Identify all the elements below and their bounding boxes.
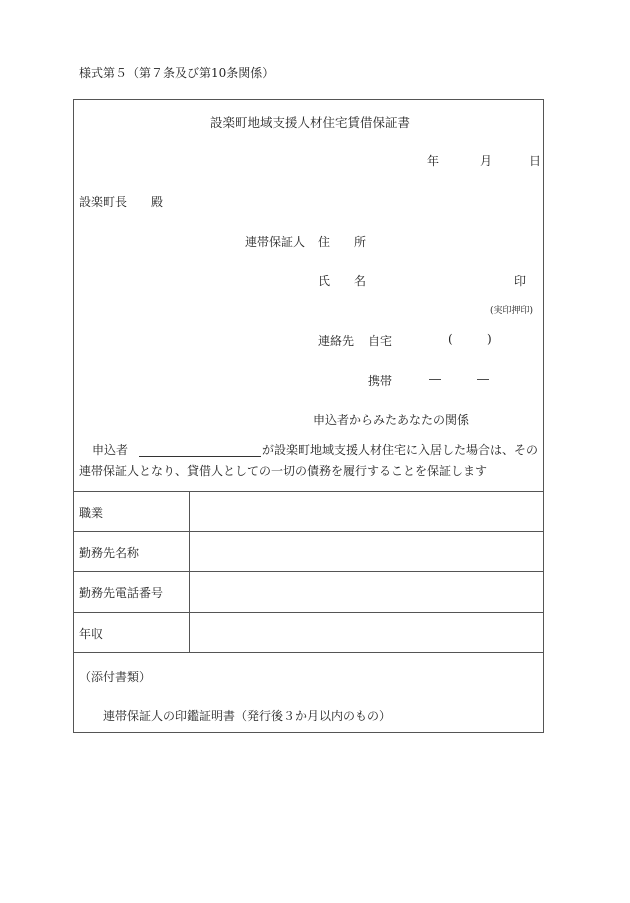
statement-line-2: 連帯保証人となり、貸借人としての一切の債務を履行することを保証します — [79, 464, 488, 478]
applicant-label: 申込者 — [92, 443, 129, 457]
contact-label: 連絡先 — [318, 334, 355, 348]
occupation-label: 職業 — [79, 506, 104, 520]
table-row-divider — [73, 612, 544, 613]
table-column-divider — [189, 491, 190, 652]
table-row-divider — [73, 531, 544, 532]
mobile-phone-dash-2: ― — [477, 372, 489, 386]
document-title: 設楽町地域支援人材住宅賃借保証書 — [210, 115, 411, 130]
table-row-divider — [73, 571, 544, 572]
attachments-heading: （添付書類） — [79, 670, 152, 684]
home-phone-paren-close: ) — [487, 332, 492, 346]
home-phone-paren-open: ( — [448, 332, 453, 346]
addressee: 設楽町長 殿 — [79, 195, 164, 209]
seal-mark: 印 — [514, 274, 527, 288]
applicant-name-line — [139, 456, 261, 457]
statement-line-1: が設楽町地域支援人材住宅に入居した場合は、その — [262, 443, 539, 457]
employer-name-label: 勤務先名称 — [79, 546, 140, 560]
employer-phone-label: 勤務先電話番号 — [79, 586, 164, 600]
guarantor-label: 連帯保証人 — [245, 235, 306, 249]
relationship-label: 申込者からみたあなたの関係 — [313, 413, 470, 427]
seal-note: (実印押印) — [490, 306, 534, 316]
name-label: 氏 名 — [318, 274, 367, 288]
table-bottom-border — [73, 652, 544, 653]
mobile-phone-label: 携帯 — [368, 374, 393, 388]
date-month: 月 — [480, 154, 493, 168]
form-reference: 様式第５（第７条及び第10条関係） — [79, 66, 275, 80]
table-top-border — [73, 491, 544, 492]
date-day: 日 — [529, 154, 542, 168]
address-label: 住 所 — [318, 235, 367, 249]
home-phone-label: 自宅 — [368, 334, 393, 348]
attachment-item: 連帯保証人の印鑑証明書（発行後３か月以内のもの） — [103, 709, 392, 723]
date-year: 年 — [427, 154, 440, 168]
mobile-phone-dash-1: ― — [429, 372, 441, 386]
annual-income-label: 年収 — [79, 627, 104, 641]
